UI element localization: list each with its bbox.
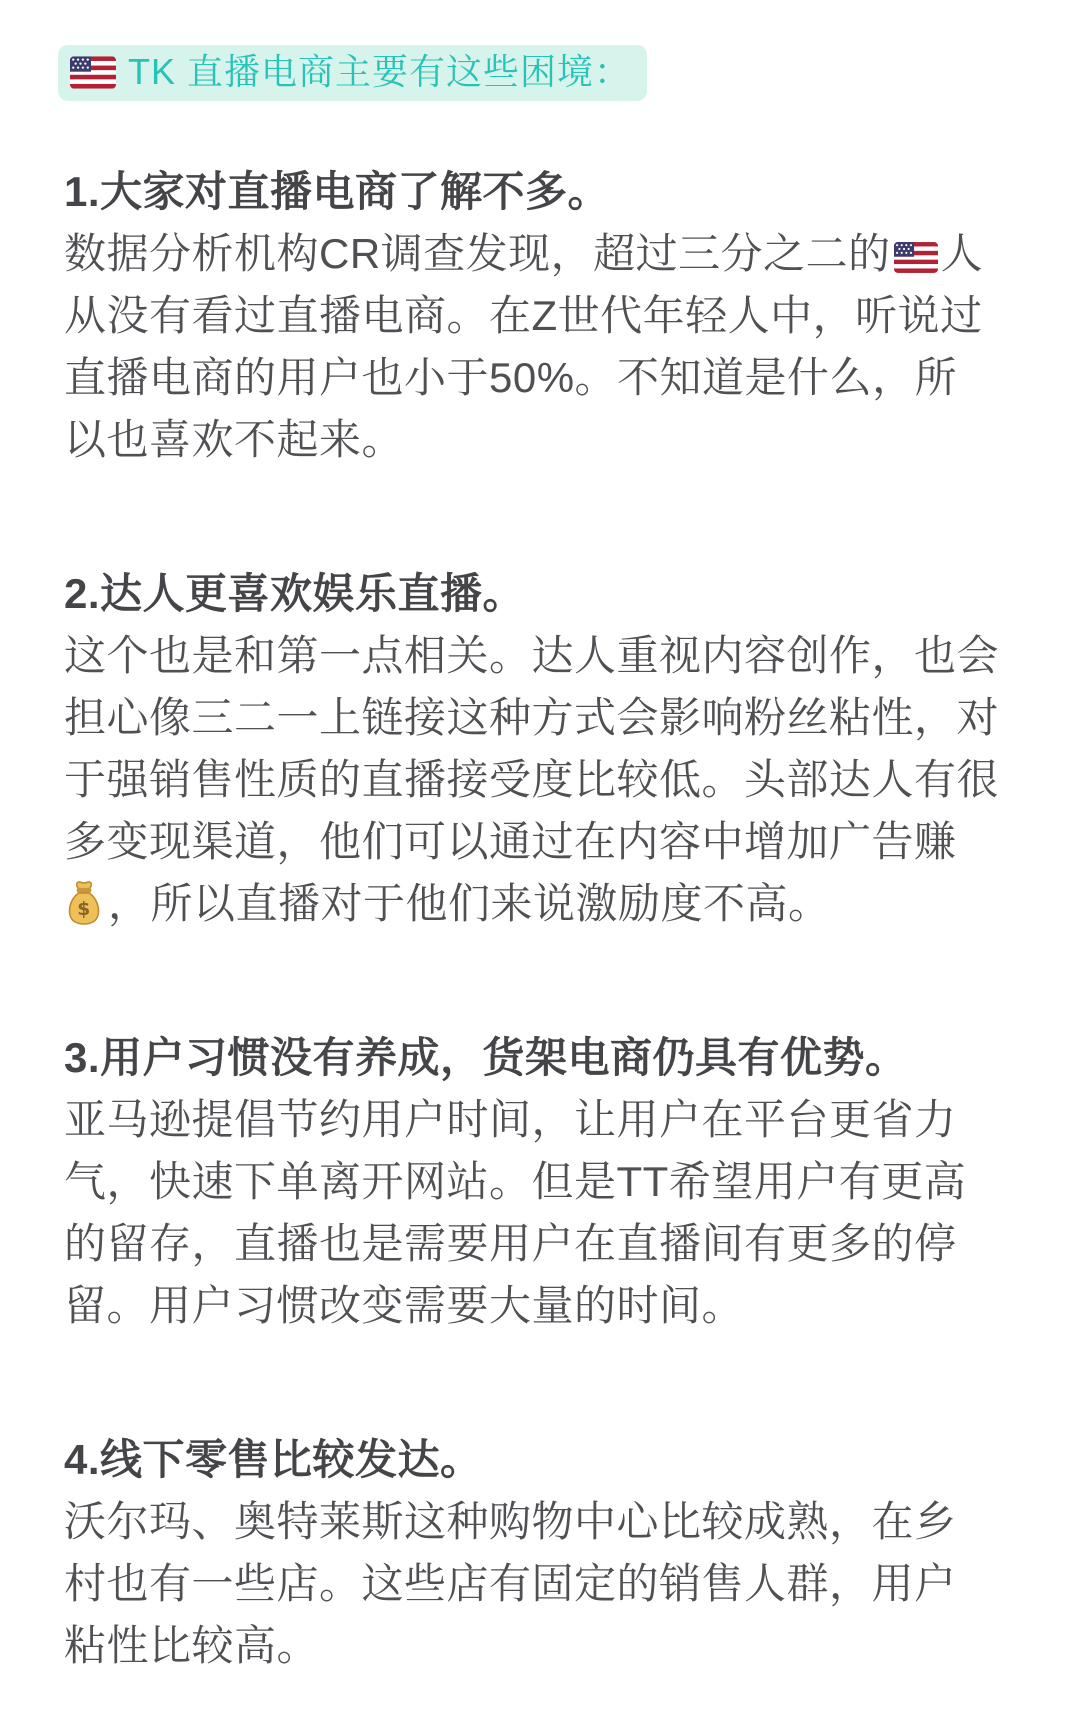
text-line: 亚马逊提倡节约用户时间，让用户在平台更省力 xyxy=(64,1096,957,1143)
section-4-title: 4.线下零售比较发达。 xyxy=(64,1436,483,1483)
section-1-title: 1.大家对直播电商了解不多。 xyxy=(64,168,611,215)
text-line: 于强销售性质的直播接受度比较低。头部达人有很 xyxy=(64,756,1000,803)
header-title: TK 直播电商主要有这些困境： xyxy=(128,51,632,92)
svg-text:$: $ xyxy=(77,899,91,921)
text-line: 的留存，直播也是需要用户在直播间有更多的停 xyxy=(64,1220,957,1267)
header-highlight xyxy=(58,45,647,101)
section-2 xyxy=(64,563,1020,935)
line-text: 数据分析机构CR调查发现，超过三分之二的 xyxy=(64,230,891,277)
section-2-title: 2.达人更喜欢娱乐直播。 xyxy=(64,570,526,617)
text-line: 直播电商的用户也小于50%。不知道是什么，所 xyxy=(64,354,958,401)
text-line: 这个也是和第一点相关。达人重视内容创作，也会 xyxy=(64,632,1000,679)
text-line: 多变现渠道，他们可以通过在内容中增加广告赚 xyxy=(64,818,957,865)
section-3-title: 3.用户习惯没有养成，货架电商仍具有优势。 xyxy=(64,1034,908,1081)
text-line: 气，快速下单离开网站。但是TT希望用户有更高 xyxy=(64,1158,967,1205)
section-3 xyxy=(64,1027,1020,1337)
line-text: 人 xyxy=(940,230,984,277)
text-line: 粘性比较高。 xyxy=(64,1622,320,1669)
text-line xyxy=(64,873,1020,935)
section-1 xyxy=(64,161,1020,471)
line-text: ，所以直播对于他们来说激励度不高。 xyxy=(108,880,831,927)
us-flag-icon xyxy=(894,242,938,273)
text-line: 留。用户习惯改变需要大量的时间。 xyxy=(64,1282,745,1329)
text-line xyxy=(64,223,1020,285)
text-line: 从没有看过直播电商。在Z世代年轻人中，听说过 xyxy=(64,292,983,339)
text-line: 以也喜欢不起来。 xyxy=(64,416,405,463)
us-flag-icon xyxy=(70,56,116,89)
text-line: 担心像三二一上链接这种方式会影响粉丝粘性，对 xyxy=(64,694,1000,741)
section-4 xyxy=(64,1429,1020,1677)
money-bag-icon xyxy=(64,880,104,926)
text-line: 村也有一些店。这些店有固定的销售人群，用户 xyxy=(64,1560,957,1607)
text-line: 沃尔玛、奥特莱斯这种购物中心比较成熟，在乡 xyxy=(64,1498,957,1545)
